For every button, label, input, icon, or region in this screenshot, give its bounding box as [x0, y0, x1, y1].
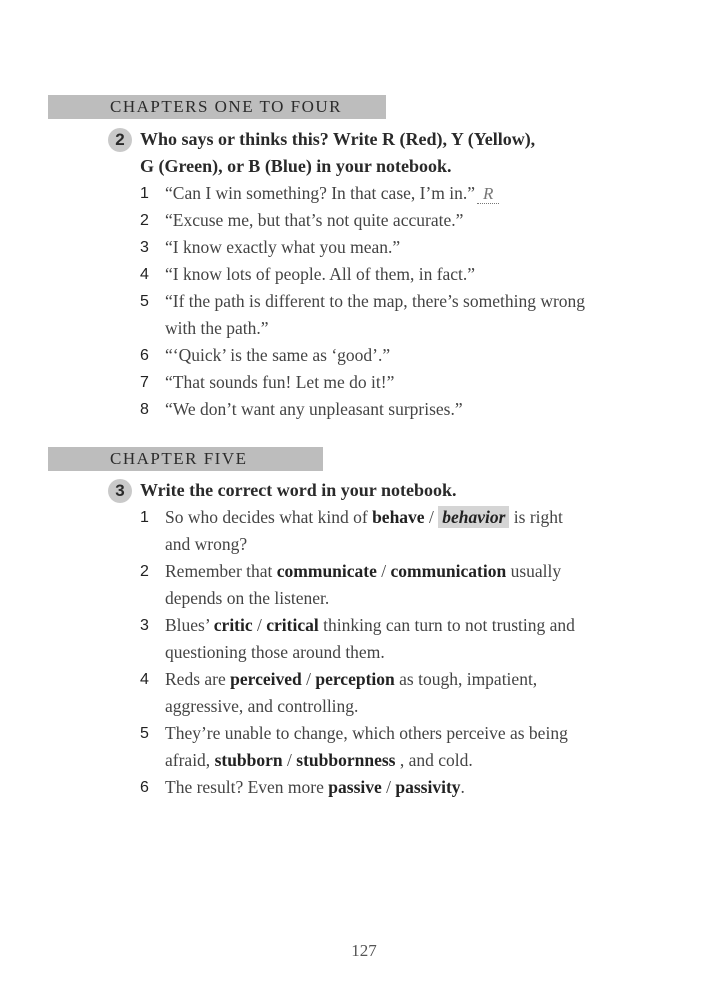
- exercise-3-list: [140, 504, 670, 801]
- list-item: 1 So who decides what kind of behave / behavior is right and wrong?: [140, 507, 563, 554]
- exercise-2-instruction: [108, 126, 678, 180]
- list-item: 3 “I know exactly what you mean.”: [140, 237, 401, 257]
- section-header: CHAPTERS ONE TO FOUR: [48, 95, 386, 119]
- list-item: 1 “Can I win something? In that case, I’m in.” R: [140, 180, 670, 207]
- list-item: 2 “Excuse me, but that’s not quite accurate.”: [140, 210, 464, 230]
- instruction-text: Who says or thinks this? Write R (Red), Y (Yellow), G (Green), or B (Blue) in your notebook.: [140, 129, 536, 176]
- list-item: 4 Reds are perceived / perception as tough, impatient, aggressive, and controlling.: [140, 669, 538, 716]
- exercise-3-instruction: [108, 477, 678, 504]
- list-item: 2 Remember that communicate / communication usually depends on the listener.: [140, 561, 562, 608]
- list-item: 5 “If the path is different to the map, there’s something wrong with the path.”: [140, 291, 586, 338]
- list-item: 3 Blues’ critic / critical thinking can turn to not trusting and questioning those around them.: [140, 615, 575, 662]
- list-item: 5 They’re unable to change, which others perceive as being afraid, stubborn / stubbornness , and cold.: [140, 723, 568, 770]
- exercise-number-badge: 3: [108, 479, 132, 503]
- list-item: 4 “I know lots of people. All of them, in fact.”: [140, 264, 476, 284]
- list-item: 6 “‘Quick’ is the same as ‘good’.”: [140, 345, 391, 365]
- list-item: 7 “That sounds fun! Let me do it!”: [140, 372, 395, 392]
- list-item: 6 The result? Even more passive / passivity.: [140, 777, 465, 797]
- circled-answer: behavior: [438, 506, 509, 528]
- page-number: 127: [351, 941, 377, 960]
- exercise-number-badge: 2: [108, 128, 132, 152]
- instruction-text: Write the correct word in your notebook.: [140, 480, 457, 500]
- section-header: CHAPTER FIVE: [48, 447, 323, 471]
- list-item: 8 “We don’t want any unpleasant surprises.”: [140, 399, 463, 419]
- answer-blank: R: [477, 185, 499, 204]
- exercise-2-list: [140, 180, 670, 423]
